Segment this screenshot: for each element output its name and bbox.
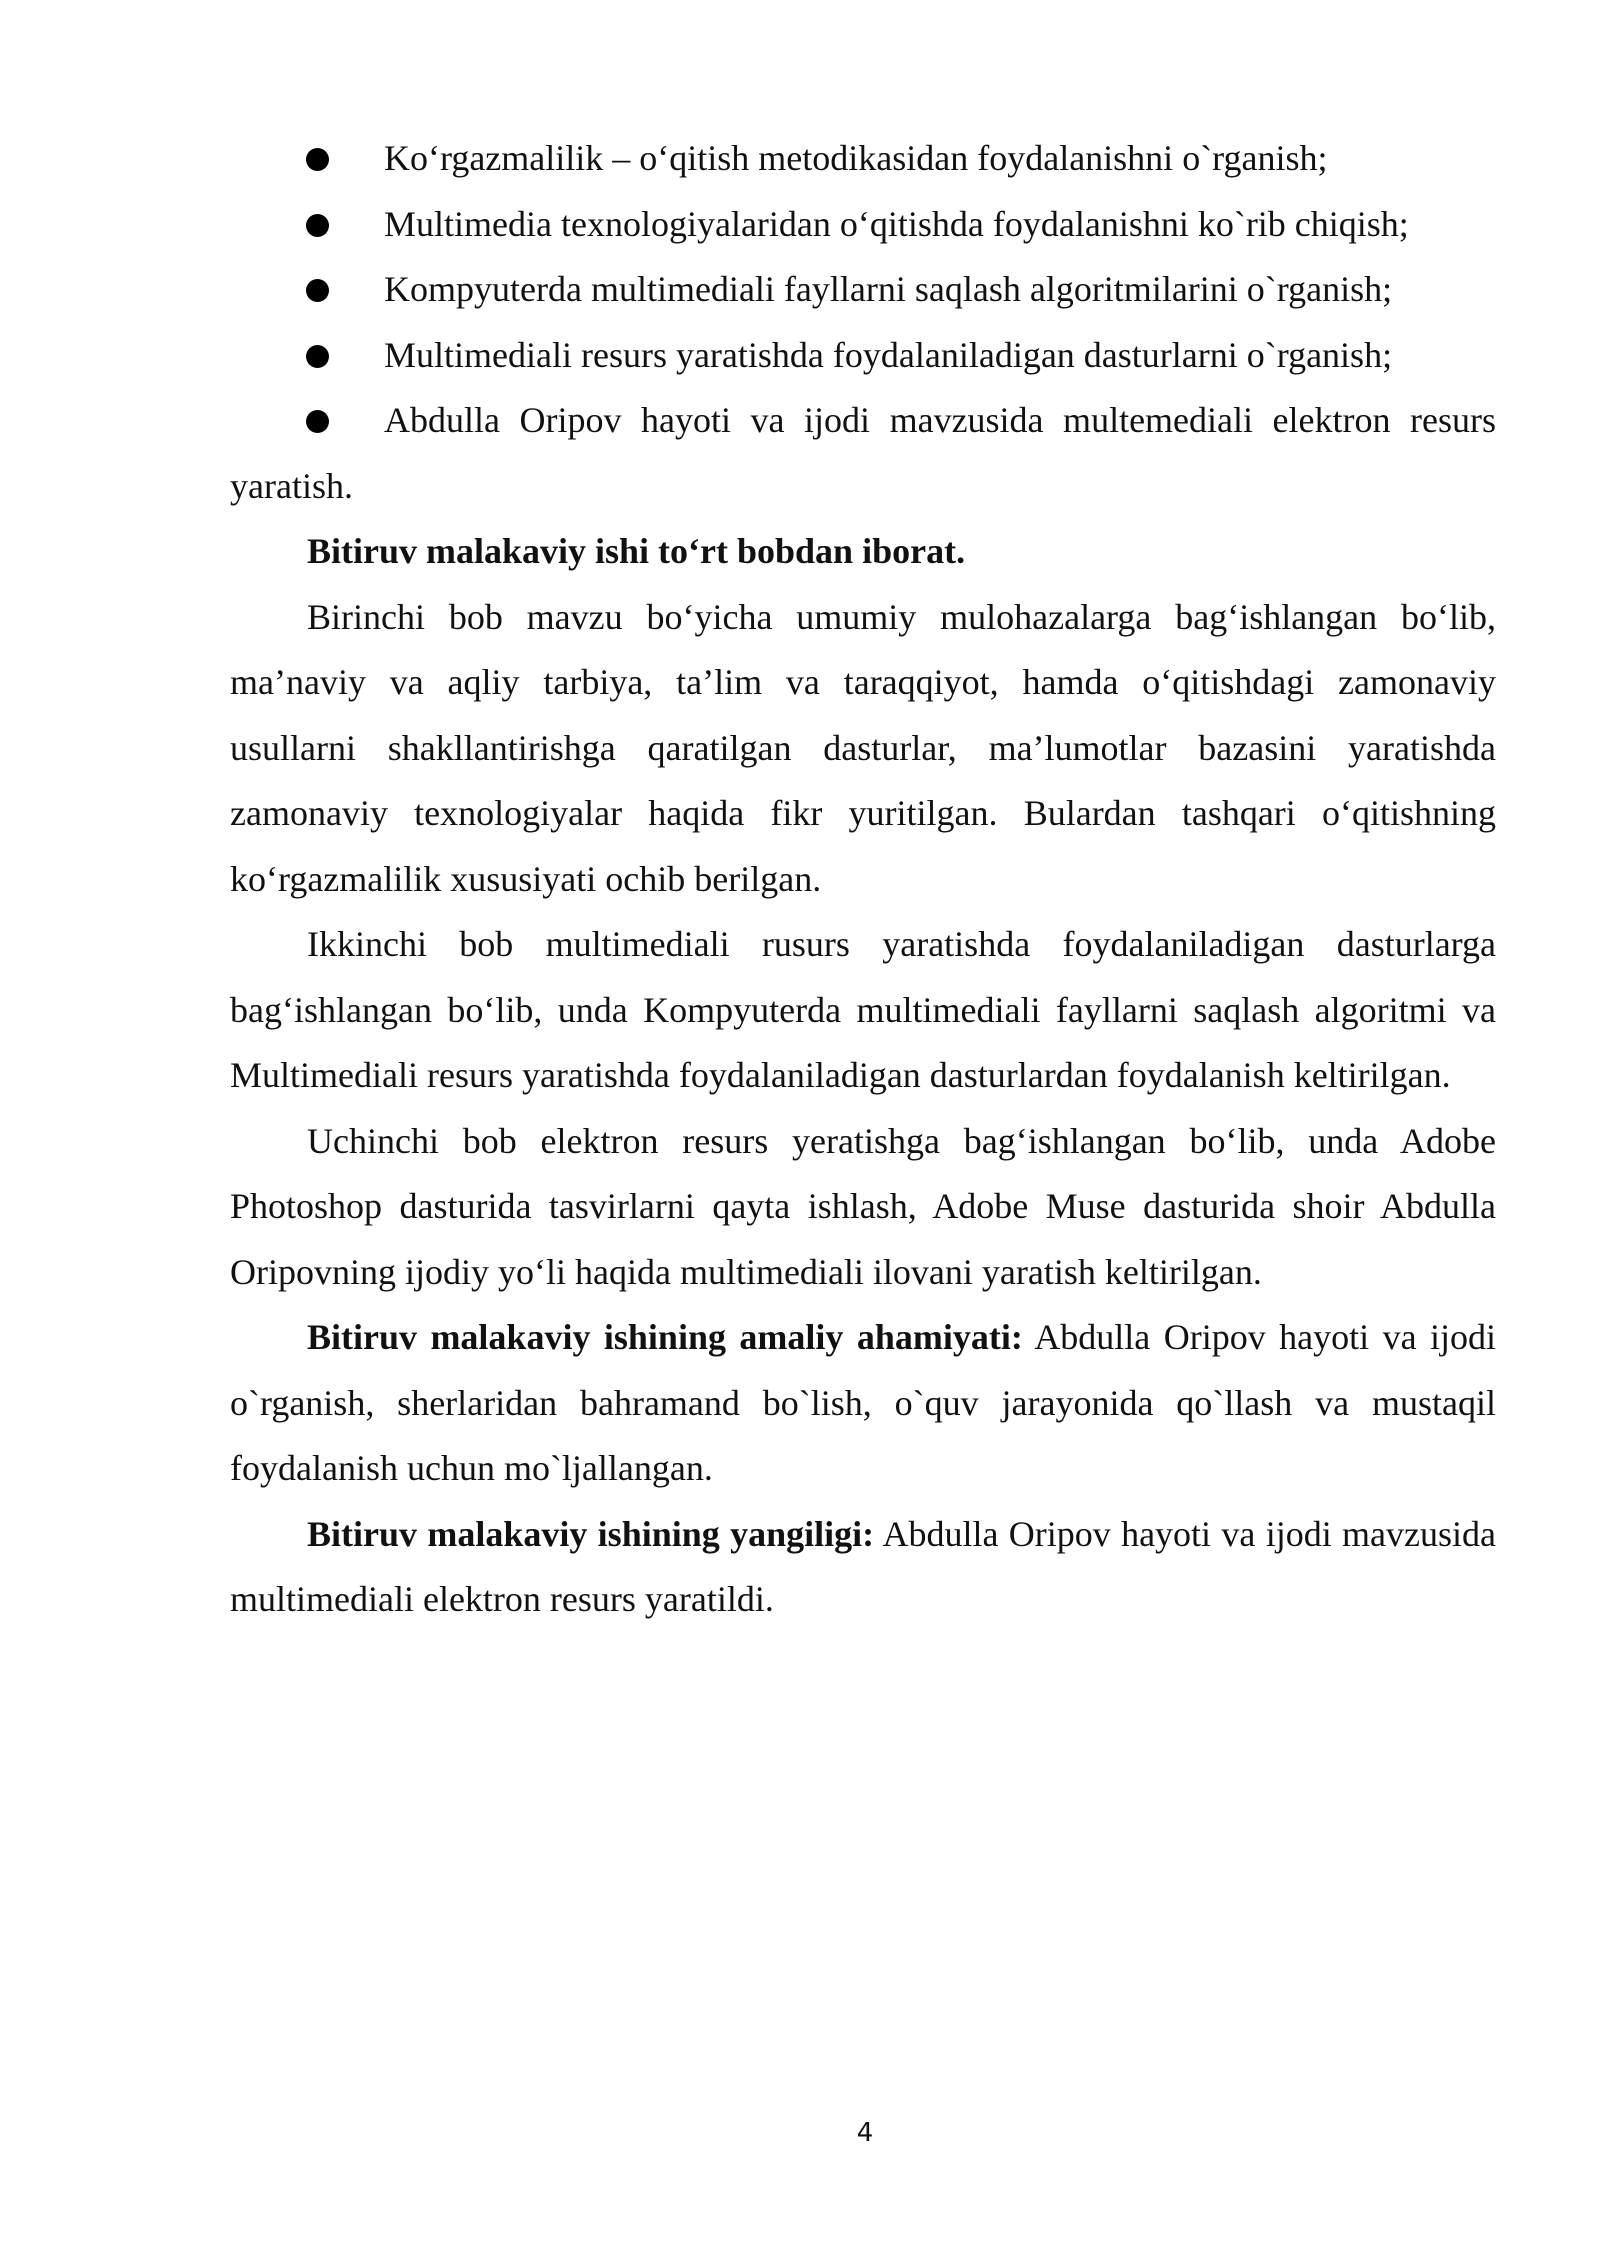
chapter-one-paragraph: Birinchi bob mavzu bo‘yicha umumiy mulohazalarga bag‘ishlangan bo‘lib, ma’naviy va aqliy tarbiya, ta’lim va taraqqiyot, hamda o‘qitishdagi zamonaviy usullarni shakllantirishga qaratilgan dasturlar, ma’lumotlar bazasini yaratishda zamonaviy texnologiyalar haqida fikr yuritilgan. Bulardan tashqari o‘qitishning ko‘rgazmalilik xususiyati ochib berilgan. [230,596,1496,899]
page-number: 4 [856,2118,874,2148]
chapter-three-paragraph: Uchinchi bob elektron resurs yeratishga bag‘ishlangan bo‘lib, unda Adobe Photoshop dasturida tasvirlarni qayta ishlash, Adobe Muse dasturida shoir Abdulla Oripovning ijodiy yo‘li haqida multimediali ilovani yaratish keltirilgan. [230,1120,1496,1292]
bullet-dot-icon [306,214,329,237]
list-item-text: Multimedia texnologiyalaridan o‘qitishda foydalanishni ko`rib chiqish; [384,203,1409,244]
bullet-dot-icon [306,345,329,368]
novelty-label: Bitiruv malakaviy ishining yangiligi: [307,1513,875,1554]
practical-significance-paragraph [230,1305,1496,1502]
goals-list [230,126,1496,519]
list-item-text: Ko‘rgazmalilik – o‘qitish metodikasidan foydalanishni o`rganish; [384,138,1328,178]
novelty-text: Abdulla Oripov hayoti va ijodi mavzusida multimediali elektron resurs yaratildi. [230,1513,1496,1619]
list-item [230,126,1496,192]
novelty-paragraph [230,1502,1496,1633]
list-item [230,257,1496,323]
bullet-dot-icon [306,148,329,171]
list-item-text: Abdulla Oripov hayoti va ijodi mavzusida multemediali elektron resurs yaratish. [230,400,1496,506]
list-item [230,192,1496,258]
practical-significance-text: Abdulla Oripov hayoti va ijodi o`rganish, sherlaridan bahramand bo`lish, o`quv jarayonida qo`llash va mustaqil foydalanish uchun mo`ljallangan. [230,1317,1496,1488]
practical-significance-label: Bitiruv malakaviy ishining amaliy ahamiyati: [307,1317,1023,1357]
list-item-text: Multimediali resurs yaratishda foydalaniladigan dasturlarni o`rganish; [384,334,1393,375]
list-item [230,323,1496,389]
structure-heading: Bitiruv malakaviy ishi to‘rt bobdan iborat. [307,531,966,571]
list-item-text: Kompyuterda multimediali fayllarni saqlash algoritmilarini o`rganish; [384,269,1393,309]
bullet-dot-icon [306,279,329,302]
chapter-two-paragraph: Ikkinchi bob multimediali rusurs yaratishda foydalaniladigan dasturlarga bag‘ishlangan bo‘lib, unda Kompyuterda multimediali fayllarni saqlash algoritmi va Multimediali resurs yaratishda foydalaniladigan dasturlardan foydalanish keltirilgan. [230,924,1496,1095]
document-page [230,126,1496,1633]
bullet-dot-icon [306,410,329,433]
list-item [230,388,1496,519]
